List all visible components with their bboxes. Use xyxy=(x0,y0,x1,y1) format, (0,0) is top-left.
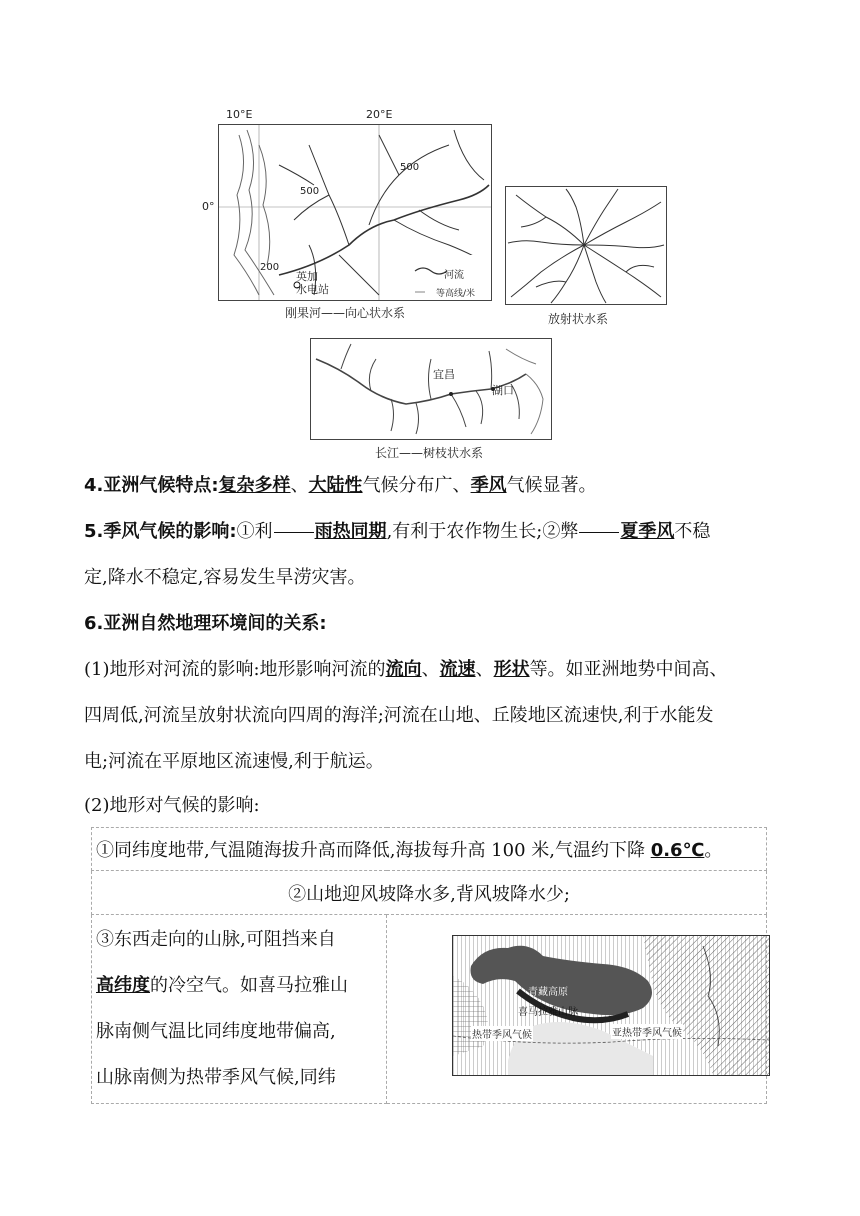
item4-heading: 4.亚洲气候特点: xyxy=(84,475,219,496)
item4-paragraph xyxy=(84,474,597,498)
item6-key-direction: 流向 xyxy=(385,659,422,680)
himalaya-label: 喜马拉雅山脉 xyxy=(518,1007,578,1018)
r3-key-high-latitude: 高纬度 xyxy=(96,975,150,996)
r3-line2 xyxy=(96,963,382,1009)
lon-20e-label: 20°E xyxy=(366,108,393,121)
hukou-label: 湖口 xyxy=(492,384,514,397)
dash-line xyxy=(274,532,314,533)
item5-text3: 不稳 xyxy=(674,521,711,542)
himalaya-map-drawing xyxy=(453,936,769,1075)
item6-p1-line1 xyxy=(84,658,728,682)
item4-sep: 、 xyxy=(290,475,309,496)
radial-caption: 放射状水系 xyxy=(548,312,609,326)
item4-text1: 气候分布广、 xyxy=(362,475,471,496)
table-row xyxy=(92,871,767,915)
contour-500-right: 500 xyxy=(400,162,420,173)
r1-end: 。 xyxy=(704,840,723,861)
item6-key-shape: 形状 xyxy=(493,659,530,680)
yangtze-caption: 长江——树枝状水系 xyxy=(375,446,484,460)
item5-line2: 定,降水不稳定,容易发生旱涝灾害。 xyxy=(84,567,366,588)
plateau-label: 青藏高原 xyxy=(528,987,568,998)
r3-line4: 山脉南侧为热带季风气候,同纬 xyxy=(96,1067,336,1088)
radial-drainage-drawing xyxy=(506,187,666,304)
lat-0-label: 0° xyxy=(202,200,215,213)
item5-key-summer-monsoon: 夏季风 xyxy=(620,521,675,542)
terrain-climate-table xyxy=(91,827,767,1104)
legend-river-label: 河流 xyxy=(444,270,464,281)
item6-sep2: 、 xyxy=(475,659,494,680)
item4-key-continental: 大陆性 xyxy=(308,475,363,496)
item6-p1-text2: 等。如亚洲地势中间高、 xyxy=(529,659,728,680)
item6-p1-text1: (1)地形对河流的影响:地形影响河流的 xyxy=(84,659,386,680)
item5-key-rainheat: 雨热同期 xyxy=(314,521,387,542)
item6-sep1: 、 xyxy=(421,659,440,680)
table-cell-r2: ②山地迎风坡降水多,背风坡降水少; xyxy=(92,871,767,915)
item6-p1-line2: 四周低,河流呈放射状流向四周的海洋;河流在山地、丘陵地区流速快,利于水能发 xyxy=(84,705,714,726)
yichang-label: 宜昌 xyxy=(433,368,455,381)
r3-line3: 脉南侧气温比同纬度地带偏高, xyxy=(96,1021,336,1042)
table-cell-r1 xyxy=(92,828,767,871)
r3-line2-text: 的冷空气。如喜马拉雅山 xyxy=(150,975,348,996)
lon-10e-label: 10°E xyxy=(226,108,253,121)
item6-key-speed: 流速 xyxy=(439,659,476,680)
item5-text2: ,有利于农作物生长;②弊 xyxy=(386,521,579,542)
table-cell-r3-map xyxy=(387,915,767,1104)
item6-heading: 6.亚洲自然地理环境间的关系: xyxy=(84,613,327,634)
r3-line1: ③东西走向的山脉,可阻挡来自 xyxy=(96,929,336,950)
contour-500-left: 500 xyxy=(300,186,320,197)
item5-heading: 5.季风气候的影响: xyxy=(84,521,237,542)
r1-key: 0.6℃ xyxy=(650,840,705,861)
yangtze-river-drawing xyxy=(311,339,551,439)
radial-drainage-map xyxy=(505,186,667,305)
item5-line1 xyxy=(84,520,710,544)
r1-text: ①同纬度地带,气温随海拔升高而降低,海拔每升高 100 米,气温约下降 xyxy=(96,840,651,861)
dash-line xyxy=(579,532,619,533)
item4-key-monsoon: 季风 xyxy=(470,475,507,496)
item5-text1: ①利 xyxy=(236,521,273,542)
item4-key-complex: 复杂多样 xyxy=(218,475,291,496)
tropical-monsoon-label: 热带季风气候 xyxy=(471,1026,533,1041)
congo-caption: 刚果河——向心状水系 xyxy=(285,306,406,320)
subtropical-monsoon-label: 亚热带季风气候 xyxy=(611,1024,683,1039)
table-row xyxy=(92,828,767,871)
item6-p1-line3: 电;河流在平原地区流速慢,利于航运。 xyxy=(84,751,384,772)
table-row xyxy=(92,915,767,1104)
item4-text2: 气候显著。 xyxy=(506,475,597,496)
legend-contour-label: 等高线/米 xyxy=(436,289,476,299)
item6-p2: (2)地形对气候的影响: xyxy=(84,795,260,816)
table-cell-r3-text xyxy=(92,915,387,1104)
himalaya-climate-map xyxy=(452,935,770,1076)
contour-200: 200 xyxy=(260,262,280,273)
yangtze-river-map xyxy=(310,338,552,440)
station-label: 英加 水电站 xyxy=(296,270,329,296)
